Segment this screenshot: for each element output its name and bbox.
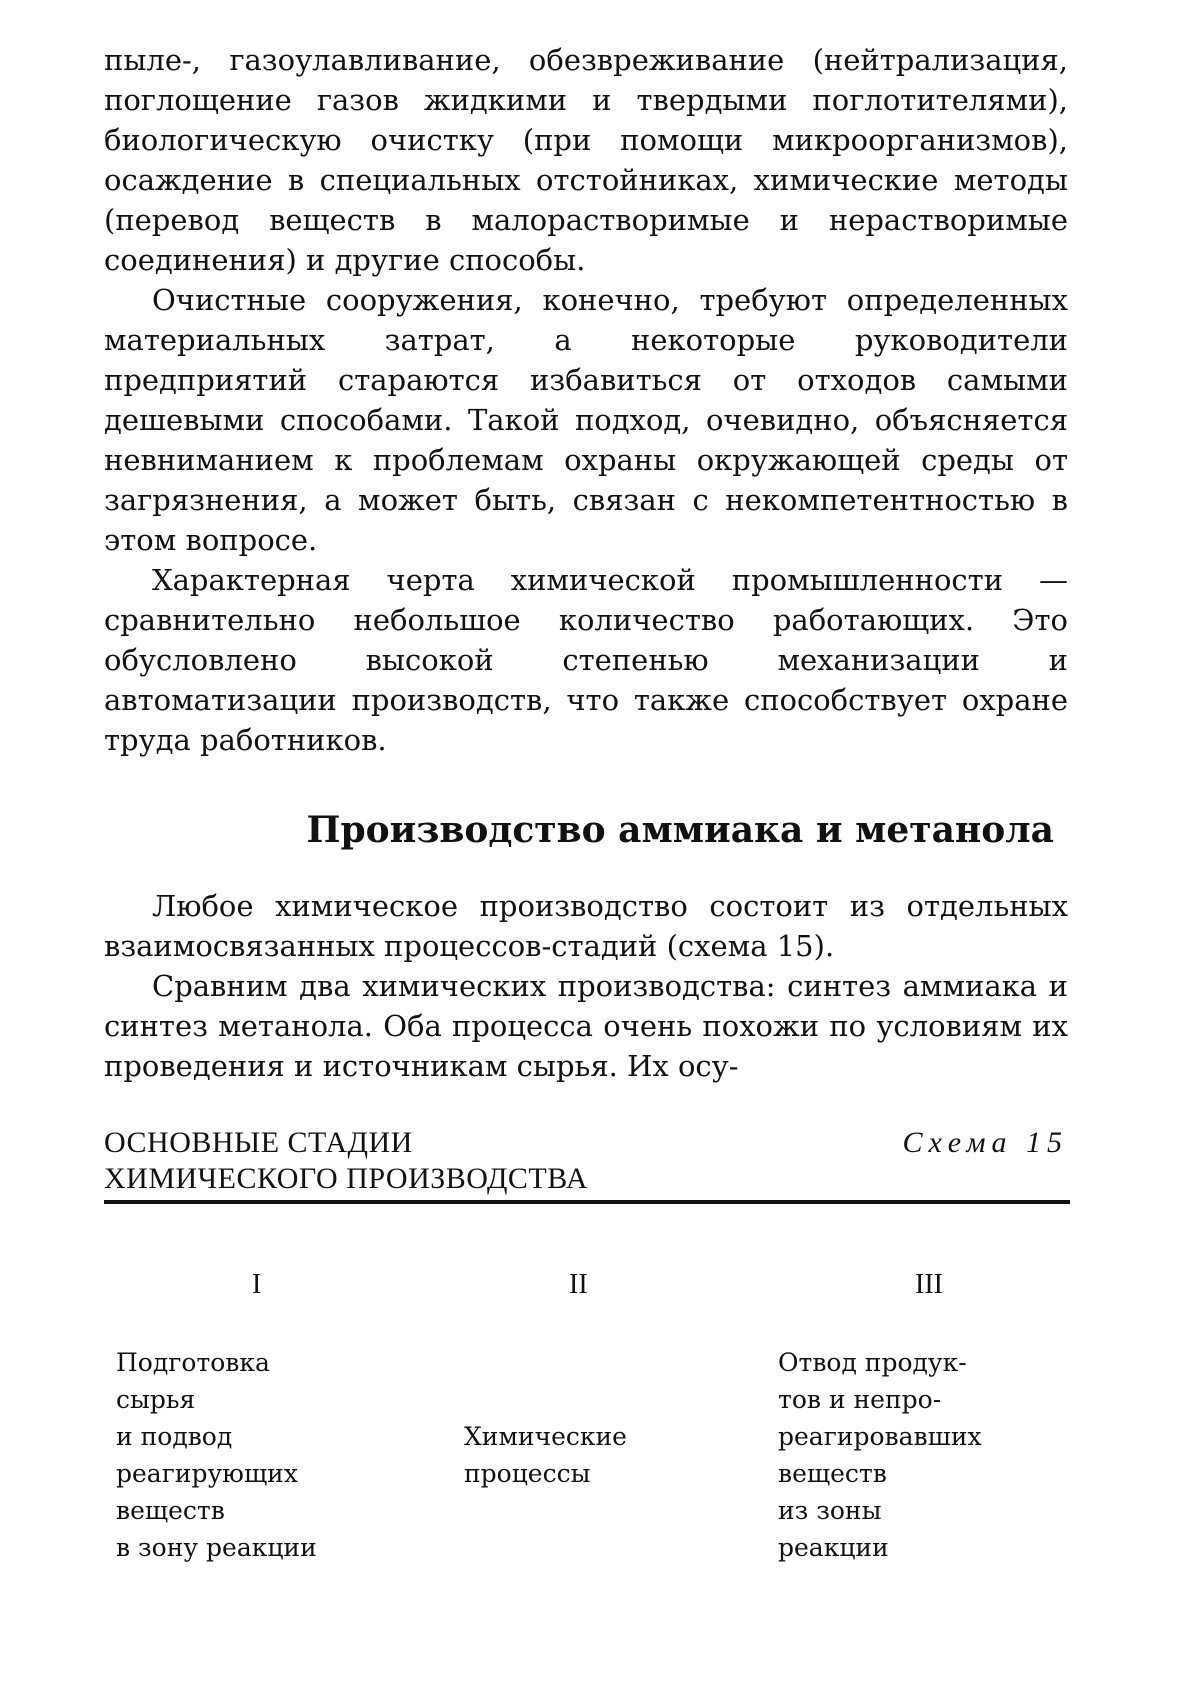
scheme-number-label: Схема 15: [902, 1126, 1068, 1159]
scheme-title-line-1: ОСНОВНЫЕ СТАДИИ: [104, 1126, 413, 1159]
stage-1-line: веществ: [116, 1496, 225, 1525]
stage-1-line: реагирующих: [116, 1459, 298, 1488]
stage-numeral-3: III: [915, 1269, 943, 1300]
paragraph-ammonia-methanol-comparison: Сравним два химических производства: синтез аммиака и синтез метанола. Оба процесса очень похожи по условиям их проведения и источникам сырья. Их осу-: [104, 969, 1068, 1083]
stage-3-line: реакции: [778, 1533, 889, 1562]
stage-1-line: Подготовка: [116, 1348, 270, 1377]
paragraph-chemical-industry-feature: Характерная черта химической промышленности — сравнительно небольшое количество работающих. Это обусловлено высокой степенью механизации и автоматизации производств, что также способствует охране труда работников.: [104, 563, 1068, 757]
stage-1-description: [116, 1344, 317, 1566]
section-heading: Производство аммиака и метанола: [306, 809, 1054, 851]
scheme-divider-rule: [104, 1200, 1070, 1204]
stage-1-line: в зону реакции: [116, 1533, 317, 1562]
stage-3-line: тов и непро-: [778, 1385, 942, 1414]
stage-2-description: [464, 1418, 627, 1492]
stage-3-line: из зоны: [778, 1496, 882, 1525]
stage-2-line: процессы: [464, 1459, 591, 1488]
stage-3-line: веществ: [778, 1459, 887, 1488]
scheme-title-line-2: ХИМИЧЕСКОГО ПРОИЗВОДСТВА: [104, 1162, 589, 1195]
stage-numeral-1: I: [252, 1269, 262, 1300]
stage-3-line: реагировавших: [778, 1422, 982, 1451]
stage-numeral-2: II: [569, 1269, 588, 1300]
stage-3-line: Отвод продук-: [778, 1348, 967, 1377]
paragraph-treatment-facilities: Очистные сооружения, конечно, требуют определенных материальных затрат, а некоторые руководители предприятий стараются избавиться от отходов самыми дешевыми способами. Такой подход, очевидно, объясняется невниманием к проблемам охраны окружающей среды от загрязнения, а может быть, связан с некомпетентностью в этом вопросе.: [104, 283, 1068, 557]
stage-3-description: [778, 1344, 982, 1566]
stage-1-line: и подвод: [116, 1422, 233, 1451]
paragraph-cleaning-methods: пыле-, газоулавливание, обезвреживание (нейтрализация, поглощение газов жидкими и твердыми поглотителями), биологическую очистку (при помощи микроорганизмов), осаждение в специальных отстойниках, химические методы (перевод веществ в малорастворимые и нерастворимые соединения) и другие способы.: [104, 43, 1068, 277]
stage-2-line: Химические: [464, 1422, 627, 1451]
paragraph-production-stages: Любое химическое производство состоит из отдельных взаимосвязанных процессов-стадий (схема 15).: [104, 889, 1068, 963]
stage-1-line: сырья: [116, 1385, 196, 1414]
scheme-title: [104, 1125, 588, 1197]
